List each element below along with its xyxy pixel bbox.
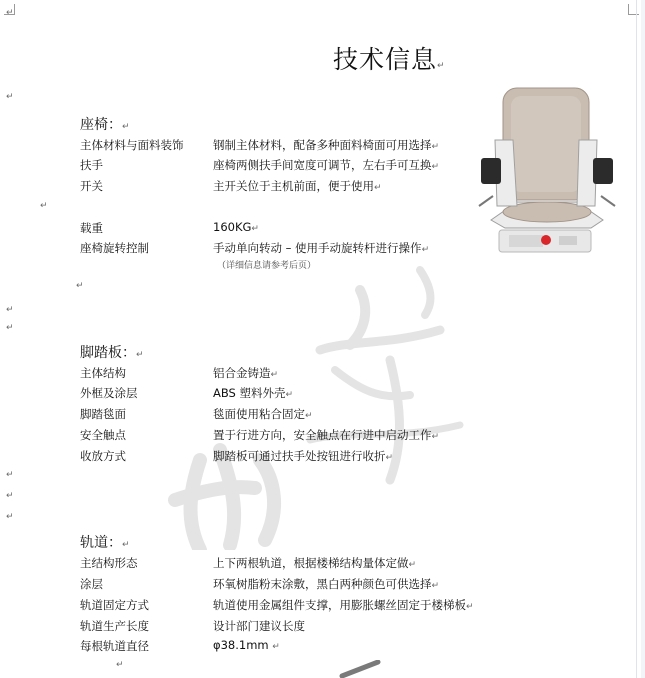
seat-row-label: 主体材料与面料装饰: [80, 138, 184, 152]
rail-row-value: 轨道使用金属组件支撑，用膨胀螺丝固定于楼梯板↵: [213, 598, 474, 612]
watermark-calligraphy: [160, 250, 490, 550]
seat-heading: 座椅：↵: [80, 117, 130, 133]
pilcrow-mark: ↵: [116, 660, 124, 670]
page-title: 技术信息↵: [333, 45, 446, 74]
rail-row-label: 每根轨道直径: [80, 639, 149, 653]
page-corner-mark: [628, 4, 639, 15]
seat-row-label: 载重: [80, 221, 103, 235]
page-edge-gutter: [641, 0, 645, 678]
rail-row-label: 轨道生产长度: [80, 619, 149, 633]
pilcrow-mark: ↵: [6, 470, 14, 480]
footrest-row-value: 毯面使用粘合固定↵: [213, 407, 313, 421]
footrest-row-label: 脚踏毯面: [80, 407, 126, 421]
footrest-row-label: 安全触点: [80, 428, 126, 442]
seat-row-label: 扶手: [80, 158, 103, 172]
rail-image-fragment: [338, 660, 388, 678]
footrest-heading: 脚踏板：↵: [80, 345, 144, 361]
pilcrow-mark: ↵: [40, 201, 48, 211]
seat-row-value: 主开关位于主机前面，便于使用↵: [213, 179, 382, 193]
rail-row-label: 涂层: [80, 577, 103, 591]
pilcrow-mark: ↵: [6, 92, 14, 102]
seat-row-value: 钢制主体材料，配备多种面料椅面可用选择↵: [213, 138, 440, 152]
pilcrow-mark: ↵: [6, 512, 14, 522]
seat-row-value: 手动单向转动 – 使用手动旋转杆进行操作↵: [213, 241, 430, 255]
seat-row-label: 开关: [80, 179, 103, 193]
pilcrow-mark: ↵: [6, 491, 14, 501]
pilcrow-mark: ↵: [6, 8, 14, 18]
pilcrow-mark: ↵: [6, 323, 14, 333]
footrest-row-value: 铝合金铸造↵: [213, 366, 279, 380]
seat-row-value: 160KG↵: [213, 220, 259, 234]
footrest-row-value: ABS 塑料外壳↵: [213, 386, 294, 400]
footrest-row-value: 置于行进方向，安全触点在行进中启动工作↵: [213, 428, 440, 442]
stairlift-chair-image: [473, 80, 621, 255]
rail-row-value: 环氧树脂粉末涂敷，黑白两种颜色可供选择↵: [213, 577, 440, 591]
seat-note: （详细信息请参考后页）: [217, 261, 317, 271]
footrest-row-label: 外框及涂层: [80, 386, 138, 400]
footrest-row-label: 主体结构: [80, 366, 126, 380]
rail-row-label: 主结构形态: [80, 556, 138, 570]
pilcrow-mark: ↵: [6, 305, 14, 315]
rail-heading: 轨道：↵: [80, 535, 130, 551]
rail-row-value: 设计部门建议长度: [213, 619, 305, 633]
rail-row-value: φ38.1mm ↵: [213, 638, 280, 652]
pilcrow-mark: ↵: [76, 281, 84, 291]
footrest-row-value: 脚踏板可通过扶手处按钮进行收折↵: [213, 449, 394, 463]
page-edge: [636, 0, 637, 678]
seat-row-label: 座椅旋转控制: [80, 241, 149, 255]
seat-row-value: 座椅两侧扶手间宽度可调节，左右手可互换↵: [213, 158, 440, 172]
rail-row-value: 上下两根轨道，根据楼梯结构量体定做↵: [213, 556, 417, 570]
rail-row-label: 轨道固定方式: [80, 598, 149, 612]
footrest-row-label: 收放方式: [80, 449, 126, 463]
